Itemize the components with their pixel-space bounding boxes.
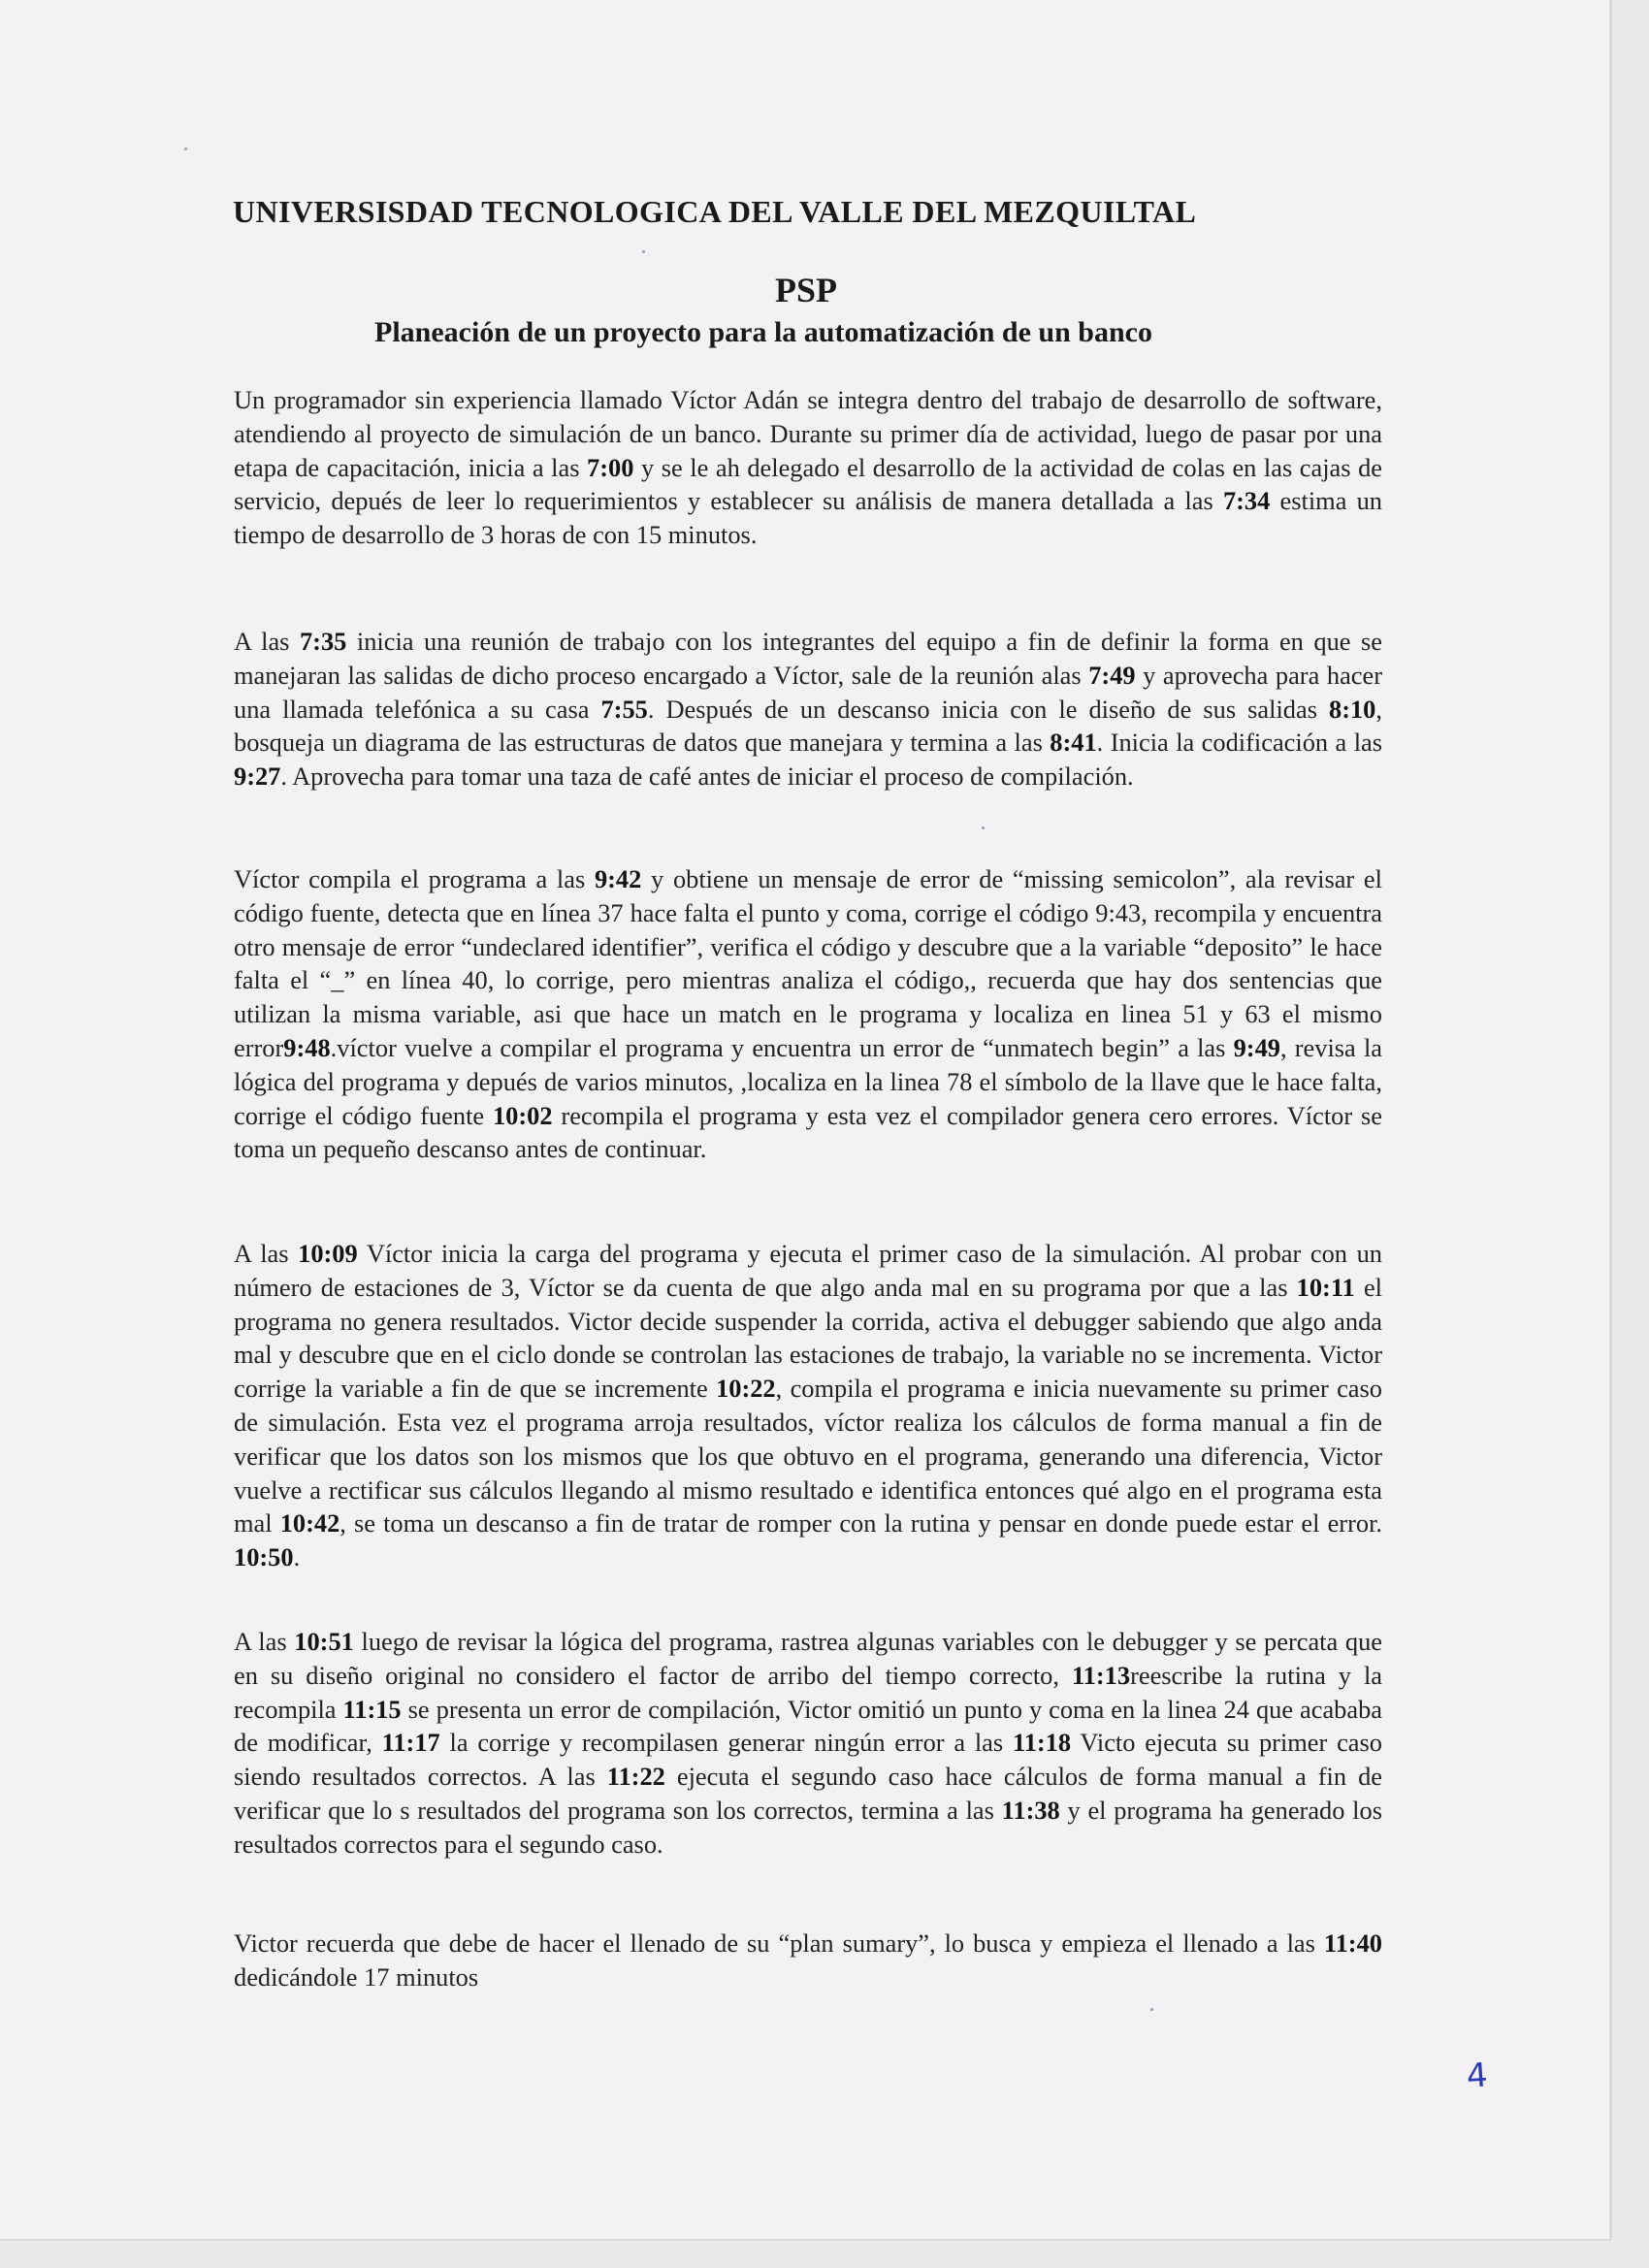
paragraph-text: la corrige y recompilasen generar ningún error a las [439,1728,1013,1758]
time-stamp: 9:49 [1233,1032,1280,1062]
time-stamp: 7:00 [587,452,634,482]
paragraph-text: y se le ah delegado el desarrollo de la actividad de colas en las cajas de servicio, depués de leer lo requerimientos y establecer su análisis de manera detallada a las [234,452,1382,516]
paragraph-4 [234,1237,1382,1574]
paragraph-text: , revisa la lógica del programa y depués de varios minutos, ,localiza en la linea 78 el símbolo de la llave que le hace falta, corrige el código fuente [234,1032,1382,1130]
time-stamp: 10:09 [298,1239,358,1268]
document-title: PSP [774,271,837,309]
paragraph-text: luego de revisar la lógica del programa, rastrea algunas variables con le debugger y se percata que en su diseño original no considero el factor de arribo del tiempo correcto, [234,1627,1382,1690]
paragraph-5 [234,1625,1382,1862]
time-stamp: 11:17 [381,1728,440,1758]
time-stamp: 9:42 [594,864,642,893]
paragraph-text: .víctor vuelve a compilar el programa y encuentra un error de “unmatech begin” a las [330,1032,1234,1062]
time-stamp: 10:50 [234,1542,294,1572]
time-stamp: 8:10 [1329,694,1376,724]
university-heading: UNIVERSISDAD TECNOLOGICA DEL VALLE DEL MEZQUILTAL [233,194,1197,229]
paragraph-text: . Después de un descanso inicia con le diseño de sus salidas [647,694,1329,724]
document-subtitle: Planeación de un proyecto para la automatización de un banco [374,316,1152,348]
time-stamp: 11:22 [606,1762,665,1792]
paragraph-text: , se toma un descanso a fin de tratar de romper con la rutina y pensar en donde puede estar el error. [340,1508,1382,1539]
scan-speck [982,826,985,829]
time-stamp: 8:41 [1050,728,1097,758]
time-stamp: 7:35 [299,627,347,656]
time-stamp: 10:02 [492,1100,553,1130]
paragraph-text: estima un tiempo de desarrollo de 3 horas de con 15 minutos. [234,486,1383,550]
time-stamp: 11:18 [1012,1728,1072,1758]
paragraph-text: Víctor compila el programa a las [234,864,595,893]
scan-edge-right [1612,0,1649,2268]
scan-speck [1150,2008,1153,2011]
time-stamp: 11:40 [1323,1928,1382,1958]
time-stamp: 10:51 [294,1627,354,1656]
time-stamp: 11:15 [342,1694,402,1724]
time-stamp: 11:13 [1071,1660,1131,1690]
time-stamp: 9:27 [234,761,281,792]
handwritten-page-number: 4 [1465,2056,1490,2096]
scan-speck [184,147,187,150]
paragraph-text: . Aprovecha para tomar una taza de café antes de iniciar el proceso de compilación. [280,761,1134,792]
paragraph-text: Víctor inicia la carga del programa y ejecuta el primer caso de la simulación. Al probar con un número de estaciones de 3, Víctor se da cuenta de que algo anda mal en su programa por que a las [234,1239,1382,1302]
scan-edge-bottom [0,2241,1649,2268]
paragraph-3 [234,862,1382,1166]
time-stamp: 10:11 [1296,1272,1355,1302]
time-stamp: 7:49 [1088,660,1136,690]
paragraph-text: reescribe la rutina y la recompila [234,1660,1382,1724]
paragraph-text: y obtiene un mensaje de error de “missing semicolon”, ala revisar el código fuente, detecta que en línea 37 hace falta el punto y coma, corrige el código 9:43, recompila y encuentra otro mensaje de error “undeclared identifier”, verifica el código y descubre que a la variable “deposito” le hace falta el “_” en línea 40, lo corrige, pero mientras analiza el código,, recuerda que hay dos sentencias que utilizan la misma variable, asi que hace un match en le programa y localiza en linea 51 y 63 el mismo error [234,864,1382,1062]
paragraph-text: A las [234,627,300,656]
paragraph-2 [234,625,1382,794]
paragraph-text: inicia una reunión de trabajo con los integrantes del equipo a fin de definir la forma en que se manejaran las salidas de dicho proceso encargado a Víctor, sale de la reunión alas [234,627,1382,690]
paragraph-text: Victor recuerda que debe de hacer el llenado de su “plan sumary”, lo busca y empieza el llenado a las [234,1928,1324,1958]
paragraph-text: recompila el programa y esta vez el compilador genera cero errores. Víctor se toma un pequeño descanso antes de continuar. [234,1100,1382,1164]
paragraph-text: y el programa ha generado los resultados correctos para el segundo caso. [234,1795,1382,1859]
time-stamp: 9:48 [283,1032,331,1062]
time-stamp: 7:34 [1222,486,1271,516]
paragraph-text: . [293,1542,301,1572]
paragraph-text: Un programador sin experiencia llamado Víctor Adán se integra dentro del trabajo de desarrollo de software, atendiendo al proyecto de simulación de un banco. Durante su primer día de actividad, luego de pasar por una etapa de capacitación, inicia a las [234,385,1382,482]
paragraph-text: el programa no genera resultados. Victor decide suspender la corrida, activa el debugger sabiendo que algo anda mal y descubre que en el ciclo donde se controlan las estaciones de trabajo, la variable no se incrementa. Victor corrige la variable a fin de que se incremente [234,1272,1382,1404]
scan-speck [642,250,645,253]
time-stamp: 10:42 [279,1508,340,1539]
paragraph-text: A las [234,1239,299,1268]
paragraph-text: A las [234,1627,295,1656]
paragraph-text: , bosqueja un diagrama de las estructuras de datos que manejara y termina a las [234,694,1382,758]
time-stamp: 11:38 [1001,1795,1060,1825]
paragraph-text: , compila el programa e inicia nuevamente su primer caso de simulación. Esta vez el programa arroja resultados, víctor realiza los cálculos de forma manual a fin de verificar que los datos son los mismos que los que obtuvo en el programa, generando una diferencia, Victor vuelve a rectificar sus cálculos llegando al mismo resultado e identifica entonces qué algo en el programa esta mal [234,1374,1382,1539]
paragraph-text: dedicándole 17 minutos [234,1961,479,1992]
paragraph-text: se presenta un error de compilación, Victor omitió un punto y coma en la linea 24 que acababa de modificar, [234,1694,1383,1758]
paragraph-1 [234,383,1382,552]
paragraph-text: y aprovecha para hacer una llamada telefónica a su casa [234,660,1382,724]
paragraph-text: ejecuta el segundo caso hace cálculos de forma manual a fin de verificar que lo s resultados del programa son los correctos, termina a las [234,1762,1382,1825]
paragraph-6 [234,1927,1382,1994]
paragraph-text: . Inicia la codificación a las [1096,728,1383,758]
paragraph-text: Victo ejecuta su primer caso siendo resultados correctos. A las [234,1728,1382,1792]
time-stamp: 7:55 [600,694,648,724]
time-stamp: 10:22 [716,1374,776,1404]
